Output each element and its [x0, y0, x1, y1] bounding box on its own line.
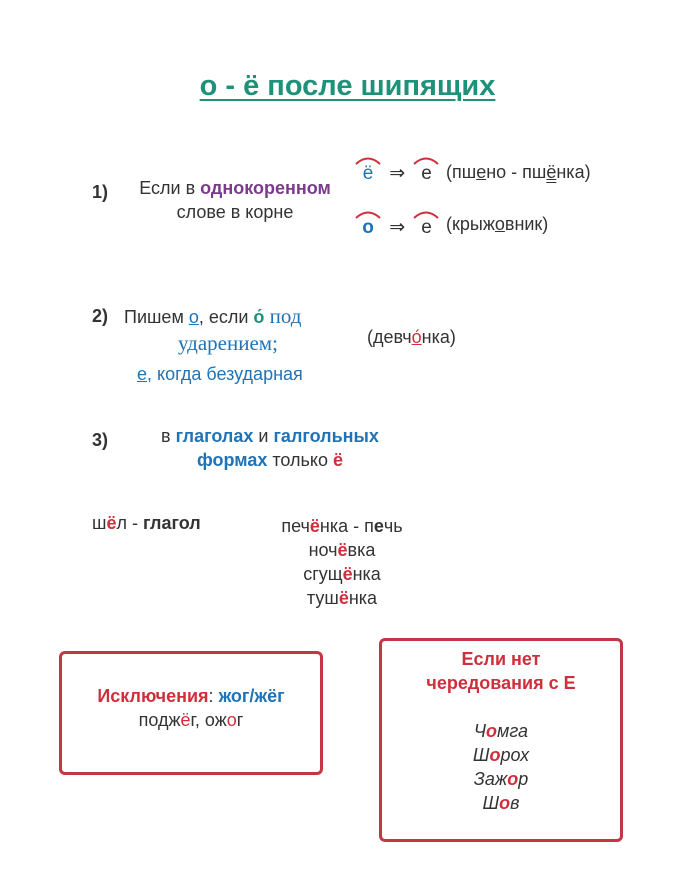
rule1-highlight: однокоренном	[200, 178, 331, 198]
word-v: о	[499, 793, 511, 813]
noun-v: ё	[342, 564, 353, 584]
ex2-close: вник)	[504, 214, 549, 234]
rule2-line3	[137, 364, 303, 385]
exceptions-words: жог/жёг	[218, 686, 285, 706]
word-v: о	[486, 721, 498, 741]
noun-example	[242, 586, 442, 610]
rule2-prefix: Пишем	[124, 307, 189, 327]
rule1-text	[112, 176, 358, 224]
noun-example	[242, 514, 442, 538]
verb-label: глагол	[142, 513, 201, 533]
verb-example	[92, 513, 201, 534]
noun-post: нка - п	[319, 516, 374, 536]
noun-v: ё	[338, 588, 349, 608]
exceptions-box	[59, 651, 323, 775]
verb-post: л -	[116, 513, 143, 533]
verb-pre: ш	[92, 513, 107, 533]
word-pre: Ч	[473, 721, 487, 741]
exceptions-mid: г, ож	[190, 710, 227, 730]
word-post: рох	[500, 745, 530, 765]
rule2-unstressed: , когда безударная	[147, 364, 303, 384]
rule1-line2: слове в корне	[176, 202, 294, 222]
noun-post: нка	[348, 588, 378, 608]
rule2-mid: , если	[198, 307, 254, 327]
ex1-mid: но - пш	[486, 162, 547, 182]
rule3-only: только	[267, 450, 333, 470]
arc-icon	[354, 209, 382, 219]
exceptions-pre: подж	[138, 710, 181, 730]
ex1-close: нка)	[556, 162, 591, 182]
rule1-text-before: Если в	[139, 178, 201, 198]
arc-icon	[412, 209, 440, 219]
exceptions-label: Исключения	[97, 686, 209, 706]
exceptions-colon: :	[208, 686, 219, 706]
alt1-from-letter: ё	[362, 163, 374, 184]
alt1-arrow: ⇒	[389, 163, 406, 184]
list-item	[382, 719, 620, 743]
no-alternation-box	[379, 638, 623, 842]
rule3-text	[120, 424, 420, 472]
arc-icon	[354, 155, 382, 165]
rule2-line1	[124, 302, 302, 331]
alt1-from	[356, 163, 380, 185]
rule3-forms2: формах	[196, 450, 268, 470]
ex3-open: (девч	[367, 327, 412, 347]
word-pre: Заж	[473, 769, 508, 789]
alt2-from	[356, 217, 380, 239]
alternation-1	[356, 162, 438, 185]
example-kryzhovnik	[446, 214, 548, 235]
list-item	[382, 767, 620, 791]
word-post: мга	[497, 721, 529, 741]
noun-v: ё	[309, 516, 320, 536]
alt1-to	[414, 163, 438, 185]
alt1-to-letter: е	[421, 163, 432, 184]
word-post: р	[518, 769, 529, 789]
rule3-letter: ё	[333, 450, 344, 470]
word-pre: Ш	[472, 745, 490, 765]
noun-example	[242, 562, 442, 586]
example-pshenka	[446, 162, 591, 183]
arc-icon	[412, 155, 440, 165]
no-alternation-title	[382, 647, 620, 695]
example-devchonka	[367, 327, 456, 348]
noun-post: вка	[347, 540, 376, 560]
alternation-2	[356, 216, 438, 239]
no-alt-title1: Если нет	[461, 649, 541, 669]
rule2-under: под	[264, 304, 302, 328]
noun-post2: чь	[383, 516, 403, 536]
no-alt-title2: чередования с Е	[426, 673, 576, 693]
ex1-open: (пш	[446, 162, 477, 182]
page-title: о - ё после шипящих	[199, 70, 496, 102]
ex3-v: о́	[411, 327, 422, 347]
ex1-v2: ё	[546, 162, 557, 182]
ex3-close: нка)	[421, 327, 456, 347]
rule3-verbs: глаголах	[175, 426, 254, 446]
noun-v: ё	[337, 540, 348, 560]
noun-examples	[242, 514, 442, 610]
word-v: о	[507, 769, 519, 789]
list-item	[382, 743, 620, 767]
noun-pre: туш	[306, 588, 339, 608]
alt2-to-letter: е	[421, 217, 432, 238]
noun-pre: печ	[281, 516, 310, 536]
word-pre: Ш	[482, 793, 500, 813]
noun-post: нка	[352, 564, 381, 584]
alt2-to	[414, 217, 438, 239]
alt2-from-letter: о	[362, 217, 374, 238]
rule2-number: 2)	[92, 306, 109, 326]
word-v: о	[489, 745, 501, 765]
ex1-v1: е	[476, 162, 487, 182]
rule2-stress: ударением;	[178, 331, 278, 355]
no-alternation-words	[382, 719, 620, 815]
rule3-and: и	[253, 426, 274, 446]
noun-pre: сгущ	[303, 564, 343, 584]
word-post: в	[510, 793, 520, 813]
ex2-open: (крыж	[446, 214, 495, 234]
verb-v: ё	[106, 513, 117, 533]
list-item	[382, 791, 620, 815]
rule2-letter-e: е	[137, 364, 148, 384]
alt2-arrow: ⇒	[389, 217, 406, 238]
noun-pre: ноч	[308, 540, 338, 560]
rule1-number: 1)	[92, 182, 109, 202]
rule3-in: в	[161, 426, 176, 446]
rule2-letter-o: о	[188, 307, 199, 327]
exceptions-v2: о	[226, 710, 237, 730]
exceptions-text	[62, 684, 320, 732]
rule3-forms1: галгольных	[273, 426, 379, 446]
noun-example	[242, 538, 442, 562]
exceptions-v: ё	[180, 710, 191, 730]
rule2-letter-o-stressed: о́	[253, 307, 265, 327]
exceptions-post: г	[236, 710, 244, 730]
noun-v2: е	[373, 516, 384, 536]
rule3-number: 3)	[92, 430, 109, 450]
ex2-v1: о	[494, 214, 505, 234]
